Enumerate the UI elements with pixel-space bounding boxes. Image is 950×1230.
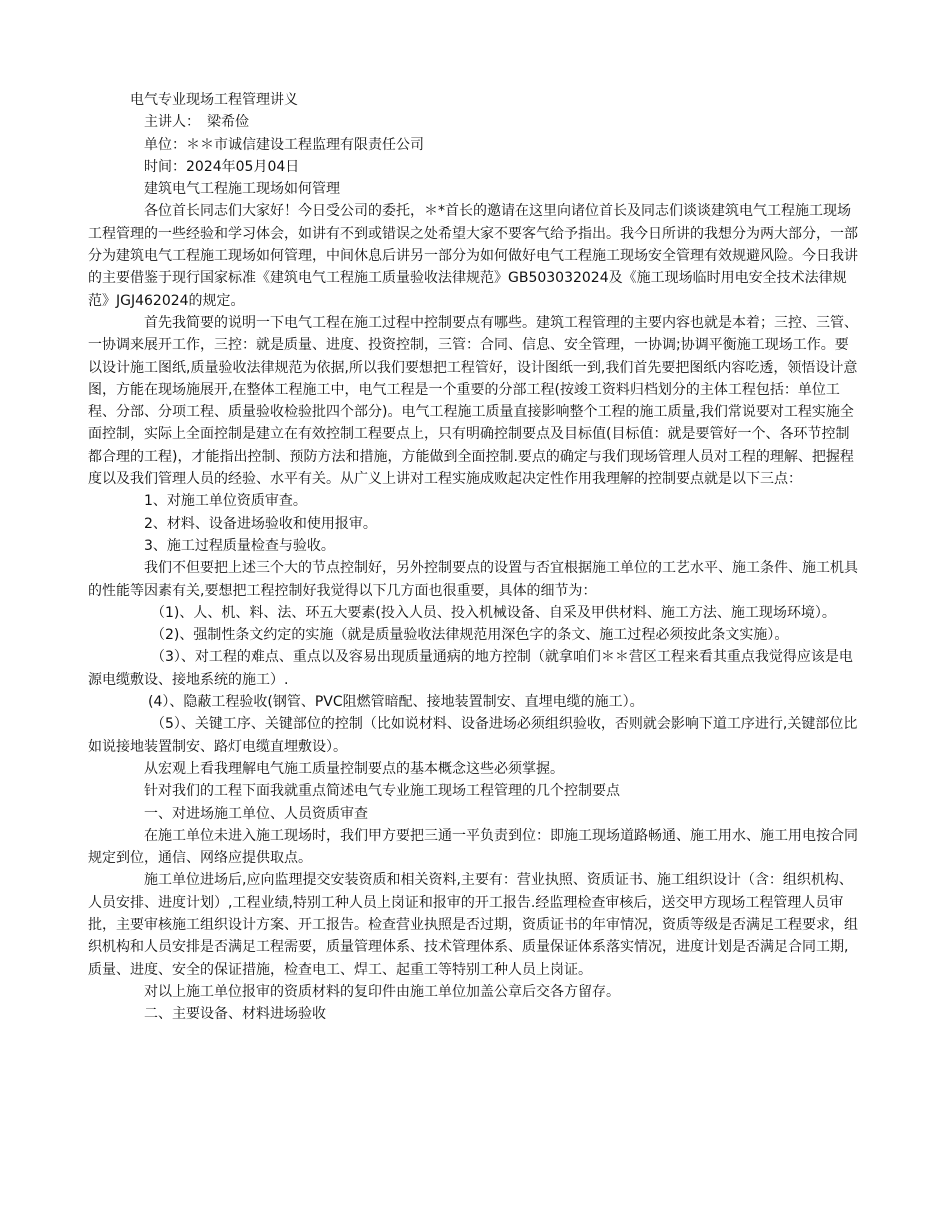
- sub-item: （1)、人、机、料、法、环五大要素(投入人员、投入机械设备、自采及甲供材料、施工方法、施工现场环境）。: [151, 604, 836, 621]
- list-item: 2、材料、设备进场验收和使用报审。: [144, 515, 377, 532]
- paragraph-control-points: 首先我简要的说明一下电气工程在施工过程中控制要点有哪些。建筑工程管理的主要内容也就是本着；三控、三管、一协调来展开工作，三控：就是质量、进度、投资控制，三管：合同、信息、安全管理，一协调;协调平衡施工现场工作。要以设计施工图纸,质量验收法律规范为依据,所以我们要想把工程管好，设计图纸一到,我们首先要把图纸内容吃透，领悟设计意图，方能在现场施展开,在整体工程施工中，电气工程是一个重要的分部工程(按竣工资料归档划分的主体工程包括：单位工程、分部、分项工程、质量验收检验批四个部分)。电气工程施工质量直接影响整个工程的施工质量,我们常说要对工程实施全面控制，实际上全面控制是建立在有效控制工程要点上，只有明确控制要点及目标值(目标值：就是要管好一个、各环节控制都合理的工程)，才能指出控制、预防方法和措施，方能做到全面控制.要点的确定与我们现场管理人员对工程的理解、把握程度以及我们管理人员的经验、水平有关。从广义上讲对工程实施成败起决定性作用我理解的控制要点就是以下三点：: [88, 314, 858, 488]
- sub-item: （2)、强制性条文约定的实施（就是质量验收法律规范用深色字的条文、施工过程必须按此条文实施）。: [151, 627, 789, 644]
- paragraph: 对以上施工单位报审的资质材料的复印件由施工单位加盖公章后交各方留存。: [144, 983, 620, 1000]
- paragraph-summary: 从宏观上看我理解电气施工质量控制要点的基本概念这些必须掌握。: [144, 760, 564, 777]
- sub-item: (4）、隐蔽工程验收(钢管、PVC阻燃管暗配、接地装置制安、直埋电缆的施工）。: [148, 694, 644, 711]
- subsection-heading: 二、主要设备、材料进场验收: [144, 1006, 326, 1023]
- subsection-heading: 一、对进场施工单位、人员资质审查: [144, 805, 368, 822]
- section-heading: 建筑电气工程施工现场如何管理: [144, 181, 340, 198]
- paragraph-details: 我们不但要把上述三个大的节点控制好，另外控制要点的设置与否宜根据施工单位的工艺水平、施工条件、施工机具的性能等因素有关,要想把工程控制好我觉得以下几方面也很重要，具体的细节为：: [88, 560, 858, 599]
- paragraph-intro: 各位首长同志们大家好！今日受公司的委托，＊*首长的邀请在这里向诸位首长及同志们谈谈建筑电气工程施工现场工程管理的一些经验和学习体会，如讲有不到或错误之处希望大家不要客气给予指出。我今日所讲的我想分为两大部分，一部分为建筑电气工程施工现场如何管理，中间休息后讲另一部分为如何做好电气工程施工现场安全管理有效规避风险。今日我讲的主要借鉴于现行国家标准《建筑电气工程施工质量验收法律规范》GB503032024及《施工现场临时用电安全技术法律规范》JGJ462024的规定。: [88, 203, 858, 309]
- document-title: 电气专业现场工程管理讲义: [130, 92, 298, 108]
- unit-line: 单位：＊＊市诚信建设工程监理有限责任公司: [144, 136, 424, 153]
- sub-item: （3）、对工程的难点、重点以及容易出现质量通病的地方控制（就拿咱们＊＊营区工程来看其重点我觉得应该是电源电缆敷设、接地系统的施工）.: [88, 649, 853, 688]
- document-body: [88, 89, 858, 1025]
- sub-item: （5）、关键工序、关键部位的控制（比如说材料、设备进场必须组织验收，否则就会影响下道工序进行,关键部位比如说接地装置制安、路灯电缆直埋敷设）。: [88, 716, 858, 755]
- date-line: 时间：2024年05月04日: [144, 158, 300, 175]
- list-item: 1、对施工单位资质审查。: [144, 493, 307, 510]
- list-item: 3、施工过程质量检查与验收。: [144, 537, 335, 554]
- paragraph: 施工单位进场后,应向监理提交安装资质和相关资料,主要有：营业执照、资质证书、施工组织设计（含：组织机构、人员安排、进度计划）,工程业绩,特别工种人员上岗证和报审的开工报告.经监理检查审核后，送交甲方现场工程管理人员审批，主要审核施工组织设计方案、开工报告。检查营业执照是否过期，资质证书的年审情况，资质等级是否满足工程要求，组织机构和人员安排是否满足工程需要，质量管理体系、技术管理体系、质量保证体系落实情况，进度计划是否满足合同工期,质量、进度、安全的保证措施，检查电工、焊工、起重工等特别工种人员上岗证。: [88, 872, 858, 978]
- paragraph: 在施工单位未进入施工现场时，我们甲方要把三通一平负责到位：即施工现场道路畅通、施工用水、施工用电按合同规定到位，通信、网络应提供取点。: [88, 827, 858, 867]
- speaker-line: 主讲人： 梁希俭: [144, 114, 249, 131]
- paragraph-lead: 针对我们的工程下面我就重点简述电气专业施工现场工程管理的几个控制要点: [144, 783, 620, 800]
